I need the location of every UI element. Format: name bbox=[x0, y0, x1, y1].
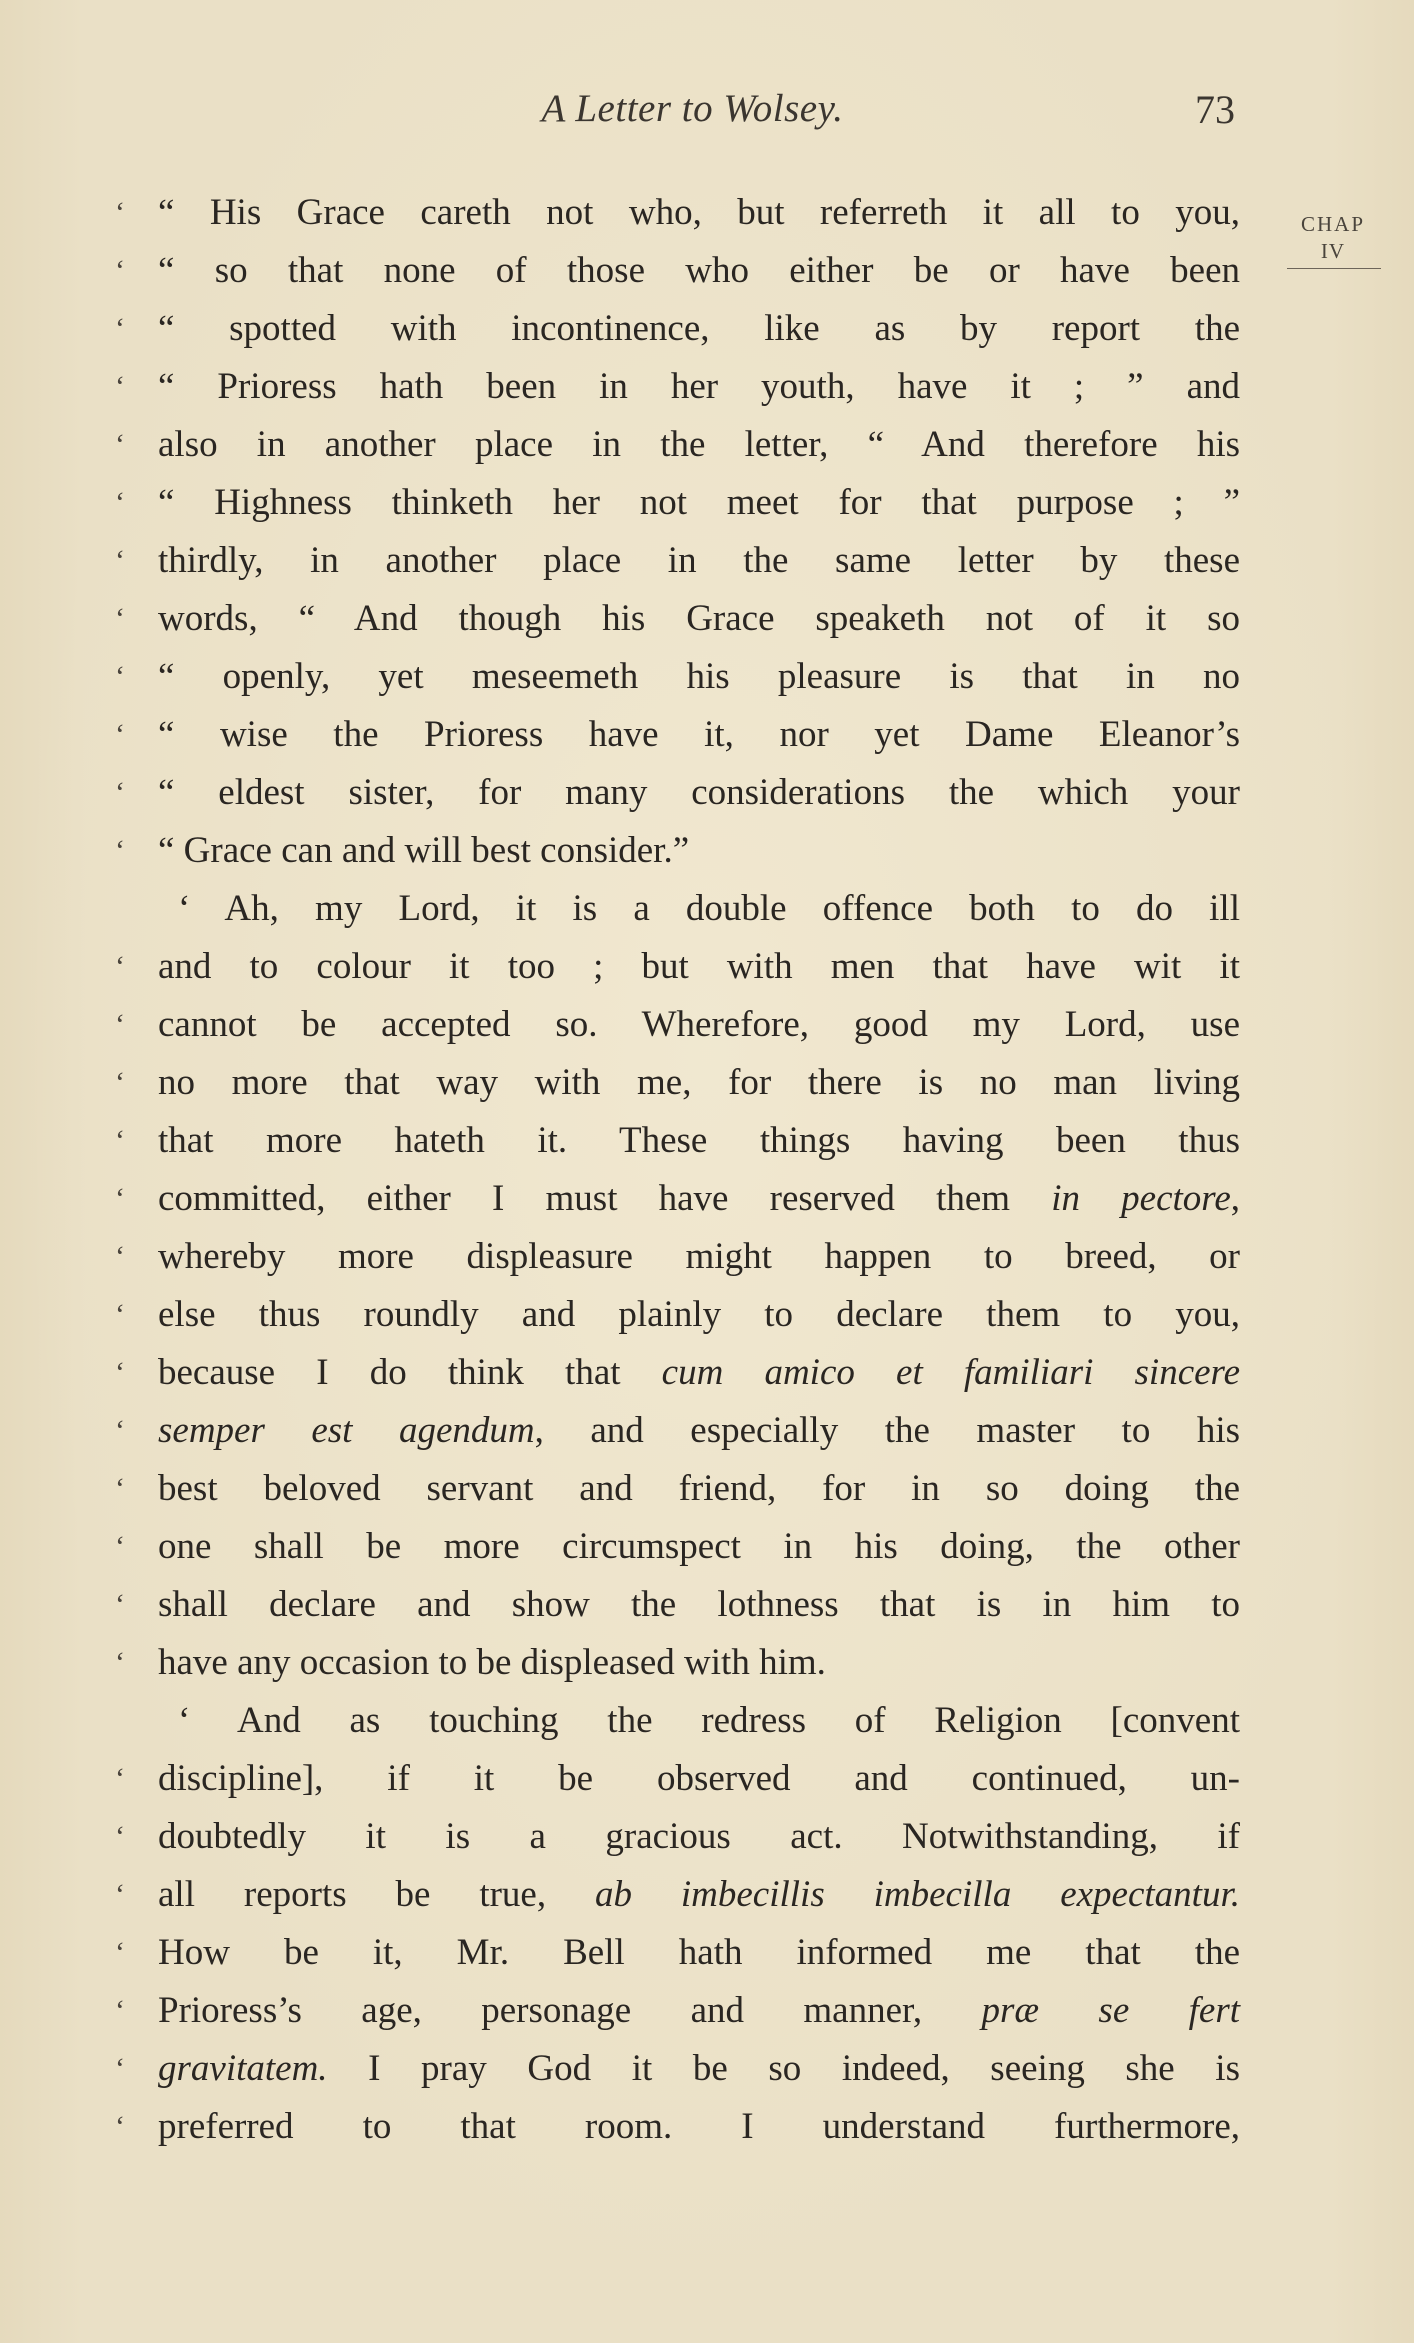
text-segment: How be it, Mr. Bell hath informed me that the bbox=[158, 1932, 1240, 1973]
text-line bbox=[115, 416, 1240, 474]
text-line bbox=[115, 1228, 1240, 1286]
text-segment: that more hateth it. These things having been thus bbox=[158, 1120, 1240, 1161]
line-text bbox=[158, 1286, 1240, 1344]
text-segment: , bbox=[1230, 1178, 1240, 1219]
text-line bbox=[115, 648, 1240, 706]
line-text bbox=[158, 1750, 1240, 1808]
line-text bbox=[158, 1228, 1240, 1286]
text-segment: doubtedly it is a gracious act. Notwithstanding, if bbox=[158, 1816, 1240, 1857]
text-line bbox=[115, 242, 1240, 300]
chapter-rule bbox=[1287, 268, 1381, 269]
text-segment: also in another place in the letter, “ And therefore his bbox=[158, 424, 1240, 465]
text-segment: committed, either I must have reserved them bbox=[158, 1178, 1052, 1219]
text-segment: whereby more displeasure might happen to breed, or bbox=[158, 1236, 1240, 1277]
text-segment: discipline], if it be observed and continued, un- bbox=[158, 1758, 1240, 1799]
text-line bbox=[115, 996, 1240, 1054]
quote-mark: ‘ bbox=[115, 544, 125, 577]
latin-phrase: gravitatem. bbox=[158, 2048, 328, 2089]
text-segment: no more that way with me, for there is no man living bbox=[158, 1062, 1240, 1103]
line-text bbox=[158, 1924, 1240, 1982]
line-text bbox=[158, 474, 1240, 532]
running-title: A Letter to Wolsey. bbox=[541, 87, 844, 130]
page-number: 73 bbox=[1195, 87, 1235, 132]
quote-mark: ‘ bbox=[115, 776, 125, 809]
line-text bbox=[178, 1692, 1240, 1750]
line-text bbox=[158, 184, 1240, 242]
quote-mark: ‘ bbox=[115, 486, 125, 519]
text-segment: “ eldest sister, for many considerations the which your bbox=[158, 772, 1240, 813]
text-line bbox=[115, 1750, 1240, 1808]
quote-mark: ‘ bbox=[115, 602, 125, 635]
body-text bbox=[115, 184, 1240, 2156]
line-text bbox=[158, 242, 1240, 300]
quote-mark: ‘ bbox=[115, 254, 125, 287]
text-line bbox=[115, 1402, 1240, 1460]
text-segment: ‘ And as touching the redress of Religion [convent bbox=[178, 1700, 1240, 1741]
line-text bbox=[158, 706, 1240, 764]
text-line bbox=[115, 764, 1240, 822]
text-segment: “ spotted with incontinence, like as by report the bbox=[158, 308, 1240, 349]
text-line bbox=[115, 300, 1240, 358]
text-segment: shall declare and show the lothness that is in him to bbox=[158, 1584, 1240, 1625]
text-line bbox=[115, 1866, 1240, 1924]
line-text bbox=[158, 996, 1240, 1054]
quote-mark: ‘ bbox=[115, 718, 125, 751]
text-segment: “ wise the Prioress have it, nor yet Dame Eleanor’s bbox=[158, 714, 1240, 755]
quote-mark: ‘ bbox=[115, 1356, 125, 1389]
line-text bbox=[158, 1402, 1240, 1460]
quote-mark: ‘ bbox=[115, 1646, 125, 1679]
text-line bbox=[115, 2098, 1240, 2156]
text-line bbox=[115, 1692, 1240, 1750]
text-line bbox=[115, 1576, 1240, 1634]
quote-mark: ‘ bbox=[115, 1240, 125, 1273]
text-line bbox=[115, 1344, 1240, 1402]
text-segment: Prioress’s age, personage and manner, bbox=[158, 1990, 982, 2031]
text-line bbox=[115, 706, 1240, 764]
text-line bbox=[115, 590, 1240, 648]
text-segment: preferred to that room. I understand furthermore, bbox=[158, 2106, 1240, 2147]
quote-mark: ‘ bbox=[115, 2052, 125, 2085]
quote-mark: ‘ bbox=[115, 1878, 125, 1911]
quote-mark: ‘ bbox=[115, 1124, 125, 1157]
quote-mark: ‘ bbox=[115, 1066, 125, 1099]
text-segment: all reports be true, bbox=[158, 1874, 595, 1915]
line-text bbox=[158, 1634, 1240, 1692]
text-segment: have any occasion to be displeased with him. bbox=[158, 1642, 826, 1683]
text-line bbox=[115, 1286, 1240, 1344]
quote-mark: ‘ bbox=[115, 312, 125, 345]
quote-mark: ‘ bbox=[115, 1530, 125, 1563]
latin-phrase: cum amico et familiari sincere bbox=[661, 1352, 1240, 1393]
line-text bbox=[158, 416, 1240, 474]
line-text bbox=[158, 1982, 1240, 2040]
line-text bbox=[158, 2040, 1240, 2098]
text-segment: “ Grace can and will best consider.” bbox=[158, 830, 690, 871]
quote-mark: ‘ bbox=[115, 1182, 125, 1215]
text-segment: else thus roundly and plainly to declare them to you, bbox=[158, 1294, 1240, 1335]
quote-mark: ‘ bbox=[115, 1298, 125, 1331]
line-text bbox=[158, 764, 1240, 822]
quote-mark: ‘ bbox=[115, 2110, 125, 2143]
text-line bbox=[115, 1054, 1240, 1112]
line-text bbox=[158, 532, 1240, 590]
text-segment: I pray God it be so indeed, seeing she is bbox=[327, 2048, 1240, 2089]
text-line bbox=[115, 1982, 1240, 2040]
text-segment: and to colour it too ; but with men that have wit it bbox=[158, 946, 1240, 987]
text-line bbox=[115, 938, 1240, 996]
text-segment: , and especially the master to his bbox=[534, 1410, 1240, 1451]
text-line bbox=[115, 1634, 1240, 1692]
chapter-number: IV bbox=[1320, 239, 1346, 263]
latin-phrase: præ se fert bbox=[981, 1990, 1241, 2031]
line-text bbox=[158, 1170, 1240, 1228]
text-segment: because I do think that bbox=[158, 1352, 662, 1393]
text-line bbox=[115, 1170, 1240, 1228]
quote-mark: ‘ bbox=[115, 660, 125, 693]
quote-mark: ‘ bbox=[115, 834, 125, 867]
line-text bbox=[158, 822, 1240, 880]
line-text bbox=[158, 1460, 1240, 1518]
text-line bbox=[115, 358, 1240, 416]
text-line bbox=[115, 1518, 1240, 1576]
quote-mark: ‘ bbox=[115, 1472, 125, 1505]
quote-mark: ‘ bbox=[115, 1936, 125, 1969]
quote-mark: ‘ bbox=[115, 1414, 125, 1447]
chapter-label: CHAP bbox=[1300, 212, 1366, 236]
quote-mark: ‘ bbox=[115, 950, 125, 983]
text-segment: one shall be more circumspect in his doing, the other bbox=[158, 1526, 1240, 1567]
line-text bbox=[158, 648, 1240, 706]
text-line bbox=[115, 532, 1240, 590]
line-text bbox=[158, 1576, 1240, 1634]
text-line bbox=[115, 1808, 1240, 1866]
line-text bbox=[158, 2098, 1240, 2156]
text-segment: “ Highness thinketh her not meet for that purpose ; ” bbox=[158, 482, 1240, 523]
quote-mark: ‘ bbox=[115, 428, 125, 461]
text-segment: “ openly, yet meseemeth his pleasure is that in no bbox=[158, 656, 1240, 697]
text-line bbox=[115, 1112, 1240, 1170]
text-line bbox=[115, 822, 1240, 880]
quote-mark: ‘ bbox=[115, 370, 125, 403]
quote-mark: ‘ bbox=[115, 1762, 125, 1795]
quote-mark: ‘ bbox=[115, 1008, 125, 1041]
line-text bbox=[158, 1054, 1240, 1112]
text-segment: cannot be accepted so. Wherefore, good my Lord, use bbox=[158, 1004, 1240, 1045]
line-text bbox=[158, 938, 1240, 996]
line-text bbox=[158, 358, 1240, 416]
text-line bbox=[115, 880, 1240, 938]
latin-phrase: in pectore bbox=[1051, 1178, 1231, 1219]
latin-phrase: ab imbecillis imbecilla expectantur. bbox=[594, 1874, 1240, 1915]
line-text bbox=[158, 1112, 1240, 1170]
quote-mark: ‘ bbox=[115, 1820, 125, 1853]
text-segment: ‘ Ah, my Lord, it is a double offence both to do ill bbox=[178, 888, 1240, 929]
running-head bbox=[150, 86, 1235, 146]
quote-mark: ‘ bbox=[115, 1588, 125, 1621]
quote-mark: ‘ bbox=[115, 196, 125, 229]
text-line bbox=[115, 184, 1240, 242]
text-segment: “ His Grace careth not who, but referreth it all to you, bbox=[158, 192, 1240, 233]
line-text bbox=[178, 880, 1240, 938]
line-text bbox=[158, 1518, 1240, 1576]
text-segment: “ so that none of those who either be or have been bbox=[158, 250, 1240, 291]
line-text bbox=[158, 1344, 1240, 1402]
line-text bbox=[158, 590, 1240, 648]
quote-mark: ‘ bbox=[115, 1994, 125, 2027]
text-line bbox=[115, 1924, 1240, 1982]
chapter-marginal-note bbox=[1283, 212, 1383, 269]
text-segment: “ Prioress hath been in her youth, have it ; ” and bbox=[158, 366, 1240, 407]
latin-phrase: semper est agendum bbox=[158, 1410, 535, 1451]
text-segment: best beloved servant and friend, for in so doing the bbox=[158, 1468, 1240, 1509]
text-segment: thirdly, in another place in the same letter by these bbox=[158, 540, 1240, 581]
line-text bbox=[158, 300, 1240, 358]
text-line bbox=[115, 474, 1240, 532]
text-line bbox=[115, 1460, 1240, 1518]
text-line bbox=[115, 2040, 1240, 2098]
line-text bbox=[158, 1808, 1240, 1866]
line-text bbox=[158, 1866, 1240, 1924]
text-segment: words, “ And though his Grace speaketh not of it so bbox=[158, 598, 1240, 639]
